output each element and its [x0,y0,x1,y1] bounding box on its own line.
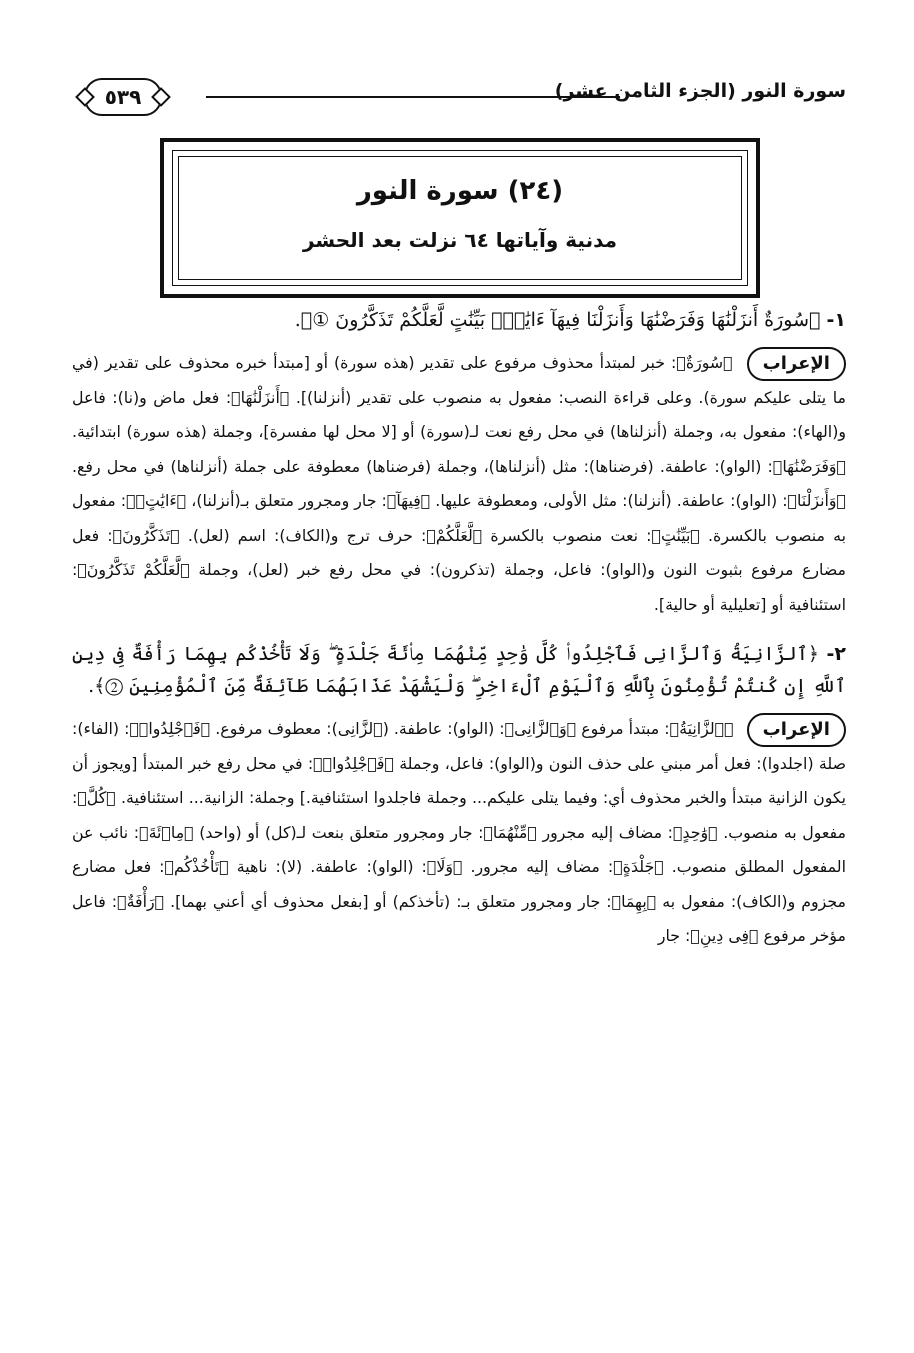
irab-badge: الإعراب [747,347,846,381]
irab-badge: الإعراب [747,713,846,747]
surah-title: (٢٤) سورة النور [356,176,564,206]
verse-text: ﴿ٱلزَّانِيَةُ وَٱلزَّانِى فَٱجْلِدُوا۟ كُلَّ وَٰحِدٍ مِّنْهُمَا مِا۟ئَةَ جَلْدَةٍ ۖ وَلَا تَأْخُذْكُم بِهِمَا رَأْفَةٌ فِى دِينِ ٱللَّهِ إِن كُنتُمْ تُؤْمِنُونَ بِٱللَّهِ وَٱلْيَوْمِ ٱلْءَاخِرِ ۖ وَلْيَشْهَدْ عَذَابَهُمَا طَآئِفَةٌ مِّنَ ٱلْمُؤْمِنِينَ ②﴾. [72,643,846,697]
irab-text: ﴿سُورَةٌ﴾: خبر لمبتدأ محذوف مرفوع على تقدير (هذه سورة) أو [مبتدأ خبره محذوف على تقدير (في ما يتلى عليكم سورة). وعلى قراءة النصب: مفعول به منصوب على تقدير (أنزلنا)]. ﴿أَنزَلْنَٰهَا﴾: فعل ماض و(نا): فاعل و(الهاء): مفعول به، وجملة (أنزلناها) في محل رفع نعت لـ(سورة) أو [لا محل لها مفسرة]، وجملة (هذه سورة) ابتدائية. ﴿وَفَرَضْنَٰهَا﴾: (الواو): عاطفة. (فرضناها): مثل (أنزلناها)، وجملة (فرضناها) معطوفة على جملة (أنزلناها) في محل رفع. ﴿وَأَنزَلْنَا﴾: (الواو): عاطفة. (أنزلنا): مثل الأولى، ومعطوفة عليها. ﴿فِيهَآ﴾: جار ومجرور متعلق بـ(أنزلنا)، ﴿ءَايَٰتٍۭ﴾: مفعول به منصوب بالكسرة. ﴿بَيِّنَٰتٍ﴾: نعت منصوب بالكسرة ﴿لَّعَلَّكُمْ﴾: حرف ترج و(الكاف): اسم (لعل). ﴿تَذَكَّرُونَ﴾: فعل مضارع مرفوع بثبوت النون و(الواو): فاعل، وجملة (تذكرون): في محل رفع خبر (لعل)، وجملة ﴿لَّعَلَّكُمْ تَذَكَّرُونَ﴾: استئنافية أو [تعليلية أو حالية]. [72,353,846,614]
irab-2 [72,712,846,954]
verse-number: ١- [826,309,846,331]
verse-2 [72,638,846,702]
verse-number: ٢- [826,643,846,665]
surah-title-frame [160,138,760,298]
irab-text: ﴿ٱلزَّانِيَةُ﴾: مبتدأ مرفوع ﴿وَٱلزَّانِى﴾: (الواو): عاطفة. (ٱلزَّانِى): معطوف مرفوع. ﴿فَٱجْلِدُوا۟﴾: (الفاء): صلة (اجلدوا): فعل أمر مبني على حذف النون و(الواو): فاعل، وجملة ﴿فَٱجْلِدُوا۟﴾: في محل رفع خبر المبتدأ [ويجوز أن يكون الزانية مبتدأ والخبر محذوف أي: وفيما يتلى عليكم... وجملة فاجلدوا استئنافية.] وجملة: الزانية... استئنافية. ﴿كُلَّ﴾: مفعول به منصوب. ﴿وَٰحِدٍ﴾: مضاف إليه مجرور ﴿مِّنْهُمَا﴾: جار ومجرور متعلق بنعت لـ(كل) أو (واحد) ﴿مِا۟ئَةَ﴾: نائب عن المفعول المطلق منصوب. ﴿جَلْدَةٍ﴾: مضاف إليه مجرور. ﴿وَلَا﴾: (الواو): عاطفة. (لا): ناهية ﴿تَأْخُذْكُم﴾: فعل مضارع مجزوم و(الكاف): مفعول به ﴿بِهِمَا﴾: جار ومجرور متعلق بـ: (تأخذكم) أو [بفعل محذوف أي أعني بهما]. ﴿رَأْفَةٌ﴾: فاعل مؤخر مرفوع ﴿فِى دِينِ﴾: جار [72,719,846,945]
running-title: سورة النور (الجزء الثامن عشر) [554,80,846,102]
verse-1 [72,304,846,336]
irab-1 [72,346,846,622]
surah-subtitle: مدنية وآياتها ٦٤ نزلت بعد الحشر [302,228,618,252]
frame-inner-border-2 [178,156,742,280]
page-content [72,304,846,970]
page-header [84,76,846,120]
verse-text: ﴿سُورَةٌ أَنزَلْنَٰهَا وَفَرَضْنَٰهَا وَأَنزَلْنَا فِيهَآ ءَايَٰتٍۭ بَيِّنَٰتٍ لَّعَلَّكُمْ تَذَكَّرُونَ ①﴾. [294,309,821,331]
page-number: ٥٣٩ [84,78,162,116]
